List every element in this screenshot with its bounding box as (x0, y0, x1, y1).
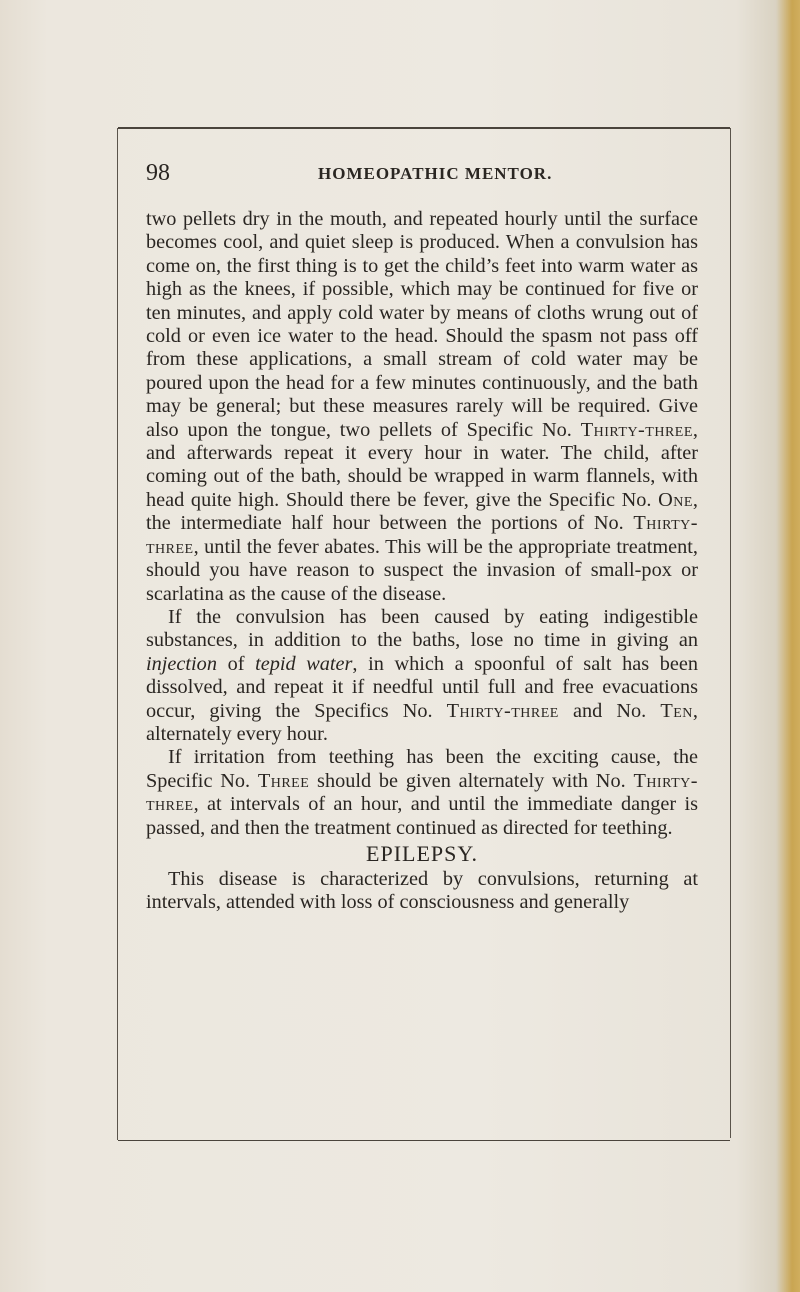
text-run: should be given alternately with No. (309, 769, 634, 792)
specific-name: One (658, 488, 693, 511)
paragraph-4 (146, 868, 698, 915)
page-border-left (117, 128, 118, 1140)
page-border-bottom (118, 1140, 730, 1141)
text-run: If the convulsion has been caused by eating indigestible substances, in addition to the baths, lose no time in giving an (146, 605, 698, 652)
text-run: If irritation from teething has been the exciting cause, the Specific No. (146, 746, 698, 792)
text-run: , until the fever abates. This will be the appropriate treatment, should you have reason to suspect the invasion of small-pox or scarlatina as the cause of the disease. (146, 535, 698, 605)
italic-term: tepid water (255, 652, 353, 675)
text-run: , alternately every hour. (146, 699, 698, 745)
specific-name: Three (257, 769, 310, 792)
text-run: of (216, 652, 256, 675)
specific-name: Ten (660, 699, 693, 722)
specific-name: Thirty-three (580, 418, 693, 441)
italic-term: injection (146, 652, 217, 675)
section-heading: EPILEPSY. (366, 840, 478, 866)
page-border-right (730, 128, 731, 1138)
text-run: , the intermediate half hour between the portions of No. (146, 488, 698, 535)
paragraph-3 (146, 746, 698, 840)
text-run: , at intervals of an hour, and until the immediate danger is passed, and then the treatment continued as directed for teething. (146, 793, 698, 839)
specific-name: Thirty-three (146, 769, 699, 816)
text-run: and No. (558, 699, 661, 722)
specific-name: Thirty-three (446, 699, 559, 722)
text-run: two pellets dry in the mouth, and repeated hourly until the surface becomes cool, and quiet sleep is produced. When a convulsion has come on, the first thing is to get the child’s feet into warm water as high as the knees, if possible, which may be continued for five or ten minutes, and apply cold water by means of cloths wrung out of cold or even ice water to the head. Should the spasm not pass off from these applications, a small stream of cold water may be poured upon the head for a few minutes continuously, and the bath may be general; but these measures rarely will be required. Give also upon the tongue, two pellets of Specific No. (146, 208, 698, 441)
body-text (146, 208, 698, 915)
paragraph-2 (146, 606, 698, 746)
page-number: 98 (146, 160, 170, 186)
paragraph-1 (146, 208, 698, 606)
page-header (146, 158, 698, 188)
specific-name: Thirty-three (146, 512, 698, 558)
running-head: HOMEOPATHIC MENTOR. (318, 164, 553, 183)
text-run: , and afterwards repeat it every hour in water. The child, after coming out of the bath, should be wrapped in warm flannels, with head quite high. Should there be fever, give the Specific No. (146, 418, 698, 511)
text-run: , in which a spoonful of salt has been dissolved, and repeat it if needful until full and free evacuations occur, giving the Specifics No. (146, 652, 698, 722)
text-run: This disease is characterized by convulsions, returning at intervals, attended with loss of consciousness and generally (146, 867, 698, 914)
page-border-top (118, 127, 730, 129)
